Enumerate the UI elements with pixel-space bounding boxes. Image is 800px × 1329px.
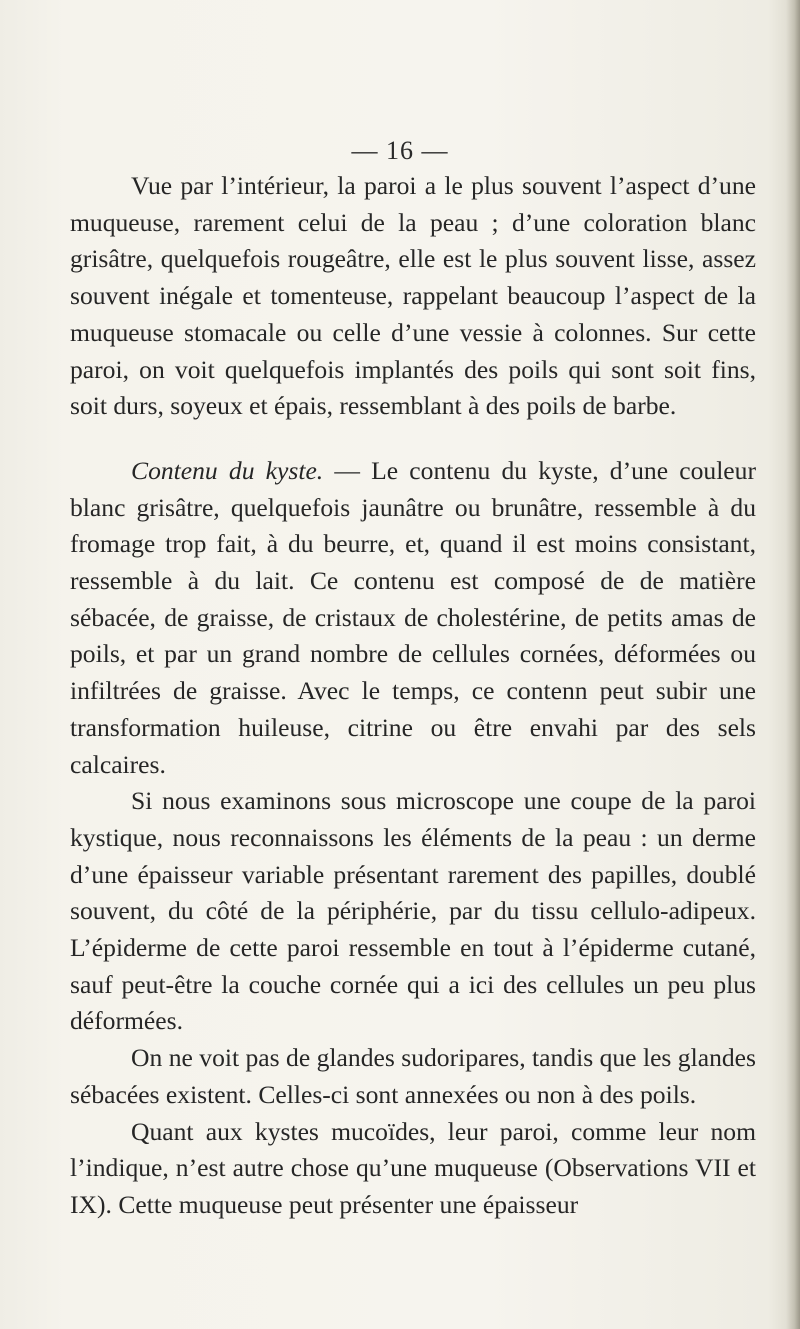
section-title: Contenu du kyste. [131, 455, 324, 485]
paragraph-3: Si nous examinons sous microscope une coupe de la paroi kystique, nous reconnaissons les éléments de la peau : un derme d’une épaisseur variable présentant rarement des papilles, doublé souvent, du côté de la périphérie, par du tissu cellulo-adipeux. L’épiderme de cette paroi ressemble en tout à l’épiderme cutané, sauf peut-être la couche cornée qui a ici des cellules un peu plus déformées. [70, 786, 756, 1036]
paragraph-1: Vue par l’intérieur, la paroi a le plus souvent l’aspect d’une muqueuse, rarement celui de la peau ; d’une coloration blanc grisâtre, quelquefois rougeâtre, elle est le plus souvent lisse, assez souvent inégale et tomenteuse, rappelant beaucoup l’aspect de la muqueuse stomacale ou celle d’une vessie à colonnes. Sur cette paroi, on voit quelquefois implantés des poils qui sont soit fins, soit durs, soyeux et épais, ressemblant à des poils de barbe. [70, 171, 756, 421]
page-number: — 16 — [351, 136, 449, 165]
paragraph-4: On ne voit pas de glandes sudoripares, tandis que les glandes sébacées existent. Celles-ci sont annexées ou non à des poils. [70, 1043, 756, 1109]
body-text [70, 168, 756, 1224]
paragraph-2-text: — Le contenu du kyste, d’une couleur blanc grisâtre, quelquefois jaunâtre ou brunâtre, ressemble à du fromage trop fait, à du beurre, et, quand il est moins consistant, ressemble à du lait. Ce contenu est composé de de matière sébacée, de graisse, de cristaux de cholestérine, de petits amas de poils, et par un grand nombre de cellules cornées, déformées ou infiltrées de graisse. Avec le temps, ce contenn peut subir une transformation huileuse, citrine ou être envahi par des sels calcaires. [70, 455, 756, 779]
paragraph-5: Quant aux kystes mucoïdes, leur paroi, comme leur nom l’indique, n’est autre chose qu’une muqueuse (Observations VII et IX). Cette muqueuse peut présenter une épaisseur [70, 1116, 756, 1219]
page-edge-shadow [786, 0, 800, 1329]
paragraph-2 [70, 453, 756, 783]
